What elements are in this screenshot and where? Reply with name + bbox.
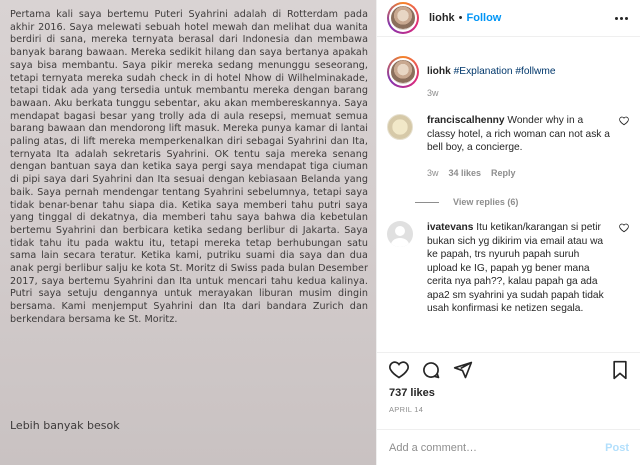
caption-avatar[interactable]	[387, 56, 419, 88]
comment-username[interactable]: franciscalhenny	[427, 115, 505, 126]
follow-button[interactable]: Follow	[466, 12, 502, 24]
comments-list[interactable]	[377, 56, 640, 348]
post-header	[377, 0, 640, 37]
share-icon[interactable]	[453, 360, 473, 380]
post-button[interactable]: Post	[605, 441, 629, 454]
comment-item	[377, 114, 640, 180]
comment-likes[interactable]: 34 likes	[448, 167, 482, 178]
comment-text: Wonder why in a classy hotel, a rich woman can not ask a bell boy, a concierge.	[427, 115, 610, 153]
add-comment-bar	[377, 429, 640, 465]
commenter-avatar[interactable]	[387, 114, 413, 140]
commenter-avatar[interactable]	[387, 221, 413, 247]
post-body-text	[10, 9, 368, 327]
header-username[interactable]: liohk	[429, 12, 455, 24]
comment-age[interactable]: 3w	[427, 167, 439, 178]
post-side-panel	[376, 0, 640, 465]
caption-username[interactable]: liohk	[427, 66, 451, 77]
post-footer-text: Lebih banyak besok	[10, 419, 120, 432]
replies-divider	[415, 202, 439, 203]
post-body-paragraph: Pertama kali saya bertemu Puteri Syahrini adalah di Rotterdam pada akhir 2016. Saya melewati sebuah hotel mewah dan melihat dua wanita berdiri di sana, mereka ternyata berasal dari Indonesia dan membawa banyak barang bawaan. Mereka sedikit hilang dan saya bertanya apakah saya bisa membantu. Saya pikir mereka sedang menunggu seseorang, tetapi ternyata mereka sudah check in di hotel Nhow di Wilhelminakade, tetapi tidak ada yang tersedia untuk membantu mereka dengan barang bawaan. Aku berkata tunggu sebentar, aku akan membereskannya. Saya mendapat bagasi besar yang trolly ada di aula resepsi, memuat semua barang bawaan dan mendorong lift masuk. Mereka punya kamar di lantai paling atas, di lift mereka memperkenalkan diri sebagai Syahrini dan Ita, ternyata Ita adalah sekretaris Syahrini. OK tentu saja mereka senang dengan bantuan saya dan ketika saya pergi saya mendapat tiga ciuman di pipi saya dari Syahrini dan Ita sesuai dengan kebiasaan Belanda yang baik. Saya pernah mendengar tentang Syahrini sebelumnya, tetapi saya tidak benar-benar tahu siapa dia. Ketika saya memberi tahu putri saya yang tinggal di dekatnya, dia memberi tahu saya bahwa dia kebetulan bertemu Syahrini dan berbicara ketika sedang berlibur di Jakarta. Saya tidak tahu itu pada waktu itu, tetapi mereka tetap berhubungan satu sama lain secara teratur. Ketika kami, putriku suami dia saya dan dua anak pergi berlibur salju ke kota St. Moritz di Swiss pada bulan Desember 2017, saya bertemu Syahrini dan Ita untuk mencari tahu kedua kalinya. Putri saya setuju dengannya untuk merayakan liburan musim dingin bersama. Kami menjemput Syahrini dan Ita dari bandara Zurich dan berkendara bersama ke St. Moritz.	[10, 9, 368, 325]
like-heart-icon[interactable]	[389, 360, 409, 380]
comment-item	[377, 221, 640, 316]
comment-username[interactable]: ivatevans	[427, 222, 474, 233]
caption-hashtags[interactable]: #Explanation #follwme	[453, 66, 556, 77]
more-options-icon[interactable]	[615, 17, 628, 20]
caption-age[interactable]: 3w	[427, 87, 439, 98]
caption	[377, 56, 640, 100]
comment-input[interactable]	[389, 442, 605, 454]
comment-like-icon[interactable]	[619, 116, 629, 128]
reply-button[interactable]: Reply	[491, 167, 516, 178]
avatar-photo	[391, 6, 415, 30]
avatar[interactable]	[387, 2, 419, 34]
post-actions	[377, 352, 640, 436]
comment-like-icon[interactable]	[619, 223, 629, 235]
view-replies-button[interactable]: View replies (6)	[415, 197, 640, 207]
comment-icon[interactable]	[421, 360, 441, 380]
comment-text: Itu ketikan/karangan si petir bukan sich yg dikirim via email atau wa ke papah, trs nyuruh papah suruh upload ke IG, papah yg bener mana cerita nya pah??, kalau papah ga ada apa2 sm syahrini ya sudah papah tidak usah konfirmasi ke netizen segala.	[427, 222, 604, 314]
likes-count[interactable]: 737 likes	[389, 387, 435, 399]
separator-dot: •	[458, 12, 463, 24]
bookmark-icon[interactable]	[611, 360, 629, 380]
post-date[interactable]: APRIL 14	[389, 405, 424, 414]
